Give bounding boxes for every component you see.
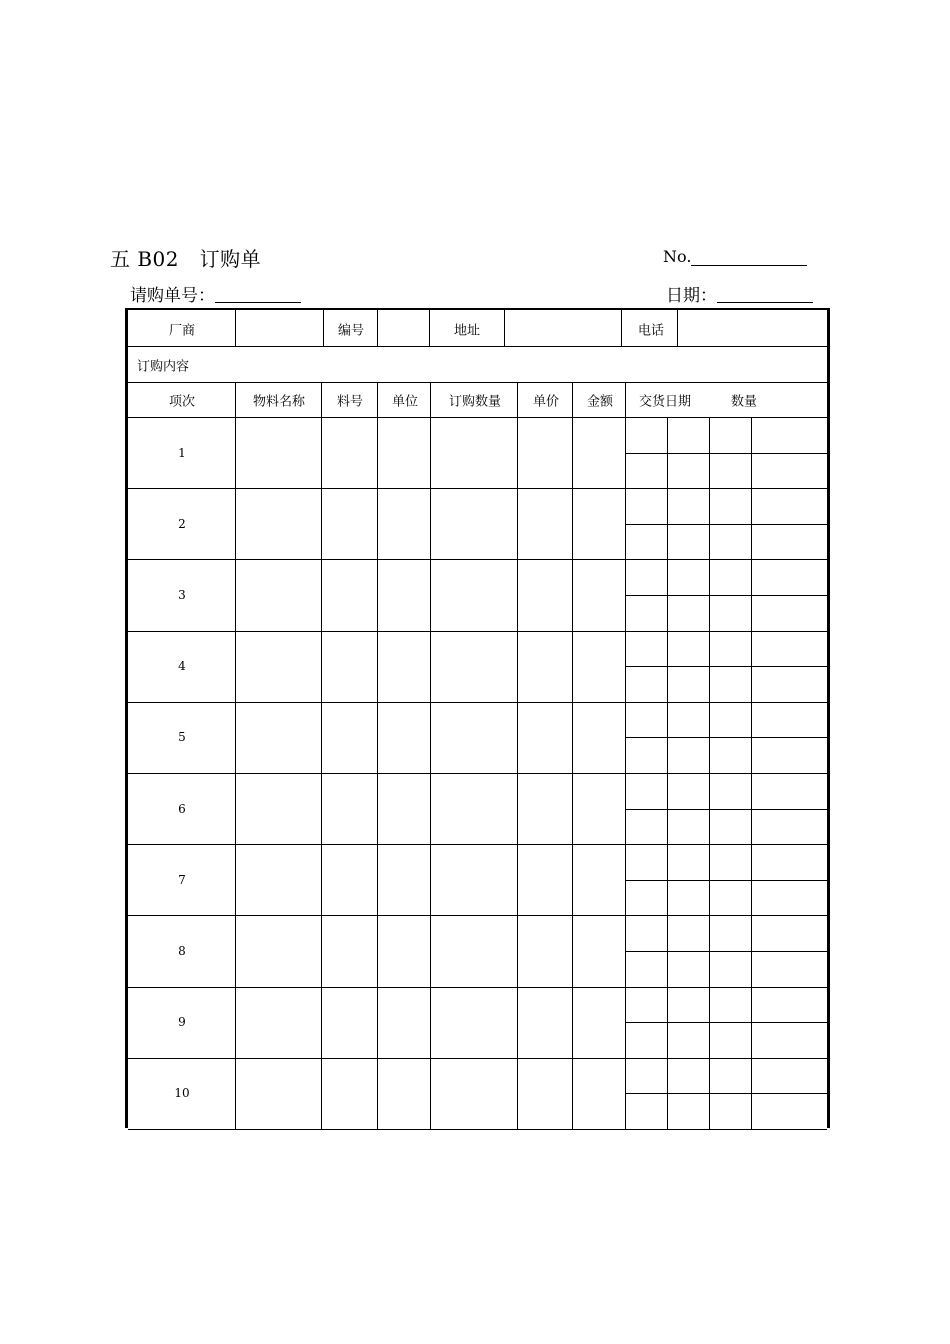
table-cell[interactable] <box>377 702 430 773</box>
delivery-split-line <box>625 1022 827 1023</box>
code-label: 编号 <box>337 323 365 339</box>
table-cell[interactable] <box>430 631 517 702</box>
phone-input[interactable] <box>679 310 830 346</box>
row-number: 10 <box>174 1086 190 1101</box>
grid-line <box>377 382 378 417</box>
grid-line <box>677 310 678 346</box>
order-number-label: No. <box>663 247 692 266</box>
col-amount: 金额 <box>586 394 614 410</box>
delivery-split-line <box>625 1093 827 1094</box>
vendor-label: 厂商 <box>168 323 196 339</box>
table-cell[interactable] <box>377 631 430 702</box>
grid-line <box>621 310 622 346</box>
table-cell[interactable] <box>517 488 572 559</box>
delivery-split-line <box>625 880 827 881</box>
request-number-blank[interactable] <box>215 284 301 303</box>
col-unit-price: 单价 <box>532 394 560 410</box>
delivery-split-line <box>625 737 827 738</box>
col-order-qty: 订购数量 <box>448 394 502 410</box>
table-cell[interactable] <box>517 417 572 488</box>
row-number: 5 <box>178 730 186 745</box>
table-cell[interactable] <box>235 1058 321 1129</box>
order-form-table <box>125 308 830 1128</box>
phone-label: 电话 <box>637 323 665 339</box>
table-cell[interactable] <box>377 488 430 559</box>
table-cell[interactable] <box>517 915 572 986</box>
table-cell[interactable] <box>235 488 321 559</box>
table-cell[interactable] <box>430 417 517 488</box>
table-cell[interactable] <box>430 987 517 1058</box>
table-cell[interactable] <box>235 987 321 1058</box>
table-cell[interactable] <box>517 844 572 915</box>
table-cell[interactable] <box>377 987 430 1058</box>
order-number-blank[interactable] <box>691 247 807 266</box>
request-number-field[interactable] <box>130 281 301 306</box>
delivery-split-line <box>625 951 827 952</box>
grid-line <box>235 382 236 417</box>
table-cell[interactable] <box>517 773 572 844</box>
grid-line <box>128 346 827 347</box>
table-cell[interactable] <box>430 702 517 773</box>
table-cell[interactable] <box>572 488 625 559</box>
grid-line <box>430 382 431 417</box>
table-cell[interactable] <box>235 417 321 488</box>
table-cell[interactable] <box>321 987 377 1058</box>
table-cell[interactable] <box>321 488 377 559</box>
grid-line <box>625 382 626 417</box>
table-cell[interactable] <box>572 559 625 630</box>
table-cell[interactable] <box>517 631 572 702</box>
table-cell[interactable] <box>517 987 572 1058</box>
table-cell[interactable] <box>517 702 572 773</box>
table-cell[interactable] <box>235 702 321 773</box>
table-cell[interactable] <box>572 631 625 702</box>
document-title: 五 B02 订购单 <box>110 247 262 271</box>
row-number: 6 <box>178 801 186 816</box>
table-cell[interactable] <box>235 631 321 702</box>
table-cell[interactable] <box>377 773 430 844</box>
order-content-label: 订购内容 <box>137 359 190 375</box>
table-cell[interactable] <box>377 1058 430 1129</box>
table-cell[interactable] <box>572 1058 625 1129</box>
date-label: 日期： <box>666 286 717 306</box>
table-cell[interactable] <box>235 773 321 844</box>
row-number: 3 <box>178 588 186 602</box>
grid-line <box>235 310 236 346</box>
table-cell[interactable] <box>321 773 377 844</box>
delivery-split-line <box>625 666 827 667</box>
request-number-label: 请购单号： <box>130 286 215 306</box>
col-delivery-date: 交货日期 <box>638 394 692 410</box>
col-quantity: 数量 <box>730 394 758 410</box>
grid-line <box>128 382 827 383</box>
col-material-name: 物料名称 <box>252 394 306 410</box>
table-cell[interactable] <box>572 915 625 986</box>
table-cell[interactable] <box>572 987 625 1058</box>
table-cell[interactable] <box>430 773 517 844</box>
delivery-split-line <box>625 595 827 596</box>
table-cell[interactable] <box>430 915 517 986</box>
table-cell[interactable] <box>517 1058 572 1129</box>
row-number: 9 <box>178 1015 186 1030</box>
col-part-no: 料号 <box>336 394 364 410</box>
date-field[interactable] <box>666 281 813 306</box>
table-cell[interactable] <box>430 1058 517 1129</box>
grid-line <box>323 310 324 346</box>
vendor-input[interactable] <box>236 310 324 346</box>
code-input[interactable] <box>378 310 430 346</box>
table-cell[interactable] <box>321 631 377 702</box>
row-number: 1 <box>178 445 186 460</box>
grid-line <box>429 310 430 346</box>
table-cell[interactable] <box>321 559 377 630</box>
delivery-split-line <box>625 524 827 525</box>
table-cell[interactable] <box>377 844 430 915</box>
row-number: 4 <box>178 659 186 674</box>
grid-line <box>504 310 505 346</box>
table-cell[interactable] <box>572 417 625 488</box>
table-cell[interactable] <box>321 844 377 915</box>
table-cell[interactable] <box>430 844 517 915</box>
row-number: 2 <box>178 516 186 531</box>
table-cell[interactable] <box>321 915 377 986</box>
row-number: 7 <box>178 872 186 887</box>
grid-line <box>572 382 573 417</box>
table-cell[interactable] <box>235 559 321 630</box>
delivery-split-line <box>625 809 827 810</box>
table-cell[interactable] <box>321 417 377 488</box>
col-unit: 单位 <box>391 394 419 410</box>
table-cell[interactable] <box>235 844 321 915</box>
table-cell[interactable] <box>572 844 625 915</box>
table-cell[interactable] <box>321 702 377 773</box>
grid-line <box>517 382 518 417</box>
table-cell[interactable] <box>517 559 572 630</box>
table-cell[interactable] <box>235 915 321 986</box>
table-cell[interactable] <box>377 915 430 986</box>
table-cell[interactable] <box>377 417 430 488</box>
grid-line <box>321 382 322 417</box>
table-cell[interactable] <box>572 773 625 844</box>
delivery-split-line <box>625 453 827 454</box>
table-cell[interactable] <box>321 1058 377 1129</box>
table-cell[interactable] <box>377 559 430 630</box>
address-label: 地址 <box>453 323 481 339</box>
date-blank[interactable] <box>717 284 813 303</box>
grid-line <box>377 310 378 346</box>
col-item: 项次 <box>168 394 196 410</box>
table-cell[interactable] <box>430 559 517 630</box>
table-cell[interactable] <box>430 488 517 559</box>
table-cell[interactable] <box>572 702 625 773</box>
row-number: 8 <box>178 944 186 958</box>
grid-line <box>128 1129 827 1130</box>
address-input[interactable] <box>505 310 622 346</box>
order-number-field[interactable] <box>663 247 807 266</box>
